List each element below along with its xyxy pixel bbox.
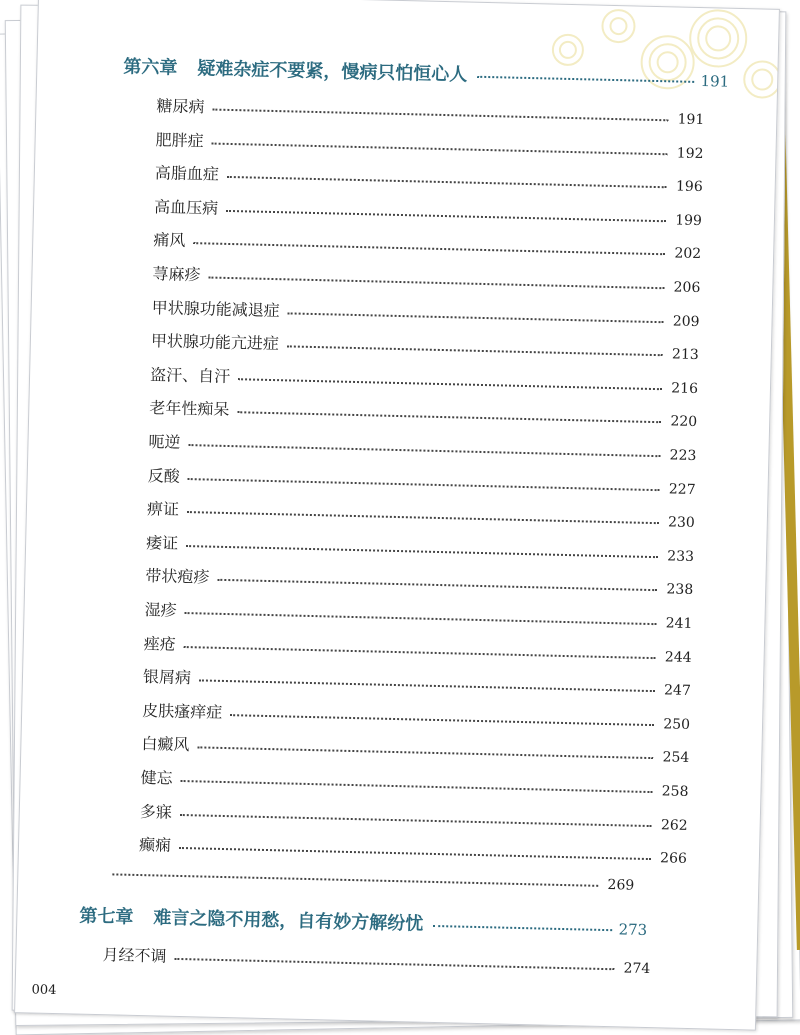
toc-entry[interactable] (140, 765, 688, 801)
chapter-title: 疑难杂症不要紧，慢病只怕恒心人 (197, 58, 468, 86)
toc-page (14, 0, 780, 1031)
toc-entry[interactable] (144, 631, 692, 667)
entry-title: 盗汗、自汗 (149, 364, 231, 386)
dot-leader (199, 680, 655, 693)
entry-title: 呃逆 (148, 432, 181, 452)
entry-page-number: 209 (672, 313, 700, 330)
chapter-heading[interactable] (79, 902, 647, 941)
entry-title: 带状疱疹 (145, 566, 210, 587)
dot-leader (180, 814, 652, 827)
entry-page-number: 233 (667, 548, 695, 565)
entry-page-number: 269 (607, 877, 635, 894)
entry-page-number: 247 (663, 682, 692, 700)
toc-entry[interactable] (151, 328, 699, 364)
toc-entry[interactable] (141, 731, 689, 767)
dot-leader (193, 243, 665, 256)
entry-title: 甲状腺功能减退症 (151, 297, 280, 320)
dot-leader (433, 925, 612, 931)
entry-title: 癫痫 (138, 835, 172, 855)
dot-leader (185, 612, 657, 625)
dot-leader (181, 780, 653, 793)
entry-title: 高脂血症 (154, 163, 220, 184)
entry-page-number: 250 (663, 716, 691, 733)
entry-page-number: 216 (671, 380, 699, 397)
toc-entry[interactable] (142, 698, 690, 734)
toc-entry[interactable] (143, 664, 691, 700)
entry-title: 湿疹 (144, 600, 177, 620)
dot-leader (186, 545, 658, 558)
dot-leader (184, 646, 656, 659)
chapter-number: 第六章 (123, 56, 178, 79)
dot-leader (174, 958, 614, 970)
entry-title: 反酸 (147, 465, 181, 486)
entry-title: 高血压病 (153, 196, 219, 218)
entry-page-number: 266 (659, 850, 688, 868)
toc-entry[interactable] (145, 563, 693, 599)
chapter-number: 第七章 (79, 905, 134, 928)
dot-leader (187, 511, 659, 524)
entry-title: 痤疮 (143, 633, 177, 654)
entry-page-number: 202 (674, 245, 702, 263)
toc-entry[interactable] (153, 228, 701, 264)
toc-entry[interactable] (139, 832, 687, 868)
entry-title: 皮肤瘙痒症 (142, 700, 223, 722)
dot-leader (212, 109, 668, 122)
dot-leader (237, 412, 661, 424)
toc-entry[interactable] (102, 942, 650, 978)
dot-leader (208, 276, 664, 289)
toc-entry[interactable] (146, 530, 694, 566)
entry-title: 痹证 (146, 499, 180, 520)
toc-entry[interactable] (154, 194, 702, 230)
entry-title: 痛风 (153, 230, 186, 251)
dot-leader (477, 76, 694, 83)
toc-entry[interactable] (152, 261, 700, 297)
toc-entry[interactable] (150, 362, 698, 398)
toc-entry[interactable] (155, 160, 703, 196)
entry-page-number: 241 (665, 615, 693, 632)
entry-page-number: 254 (662, 749, 690, 767)
entry-page-number: 230 (667, 514, 695, 532)
entry-page-number: 191 (677, 111, 705, 129)
dot-leader (197, 747, 653, 760)
dot-leader (217, 579, 657, 591)
toc-entry[interactable] (149, 396, 697, 432)
chapter-page-number: 273 (618, 920, 648, 940)
swirl-ornament-icon (417, 1, 779, 109)
dot-leader (188, 478, 660, 491)
entry-title: 甲状腺功能亢进症 (150, 331, 280, 354)
toc-entry[interactable] (151, 295, 699, 331)
dot-leader (288, 312, 664, 323)
entry-title: 多寐 (139, 801, 173, 822)
chapter-title: 难言之隐不用愁，自有妙方解纷忧 (153, 907, 424, 935)
entry-page-number: 196 (675, 178, 703, 196)
toc-entry[interactable] (148, 429, 696, 465)
dot-leader (112, 873, 598, 886)
dot-leader (212, 142, 668, 155)
dot-leader (238, 378, 662, 390)
toc-entry[interactable] (144, 597, 692, 633)
dot-leader (179, 847, 651, 860)
toc-entry[interactable] (155, 127, 703, 163)
dot-leader (227, 176, 667, 188)
entry-page-number: 220 (670, 413, 698, 431)
entry-page-number: 192 (676, 145, 704, 162)
entry-page-number: 238 (666, 581, 694, 599)
entry-page-number: 258 (661, 783, 689, 800)
entry-page-number: 244 (664, 648, 692, 666)
entry-title: 肥胖症 (155, 129, 204, 150)
entry-title: 糖尿病 (156, 96, 205, 117)
toc-entry[interactable] (147, 496, 695, 532)
entry-title: 银屑病 (142, 667, 192, 688)
dot-leader (230, 714, 654, 726)
chapter-page-number: 191 (700, 72, 730, 91)
entry-title: 荨麻疹 (152, 264, 201, 285)
entry-page-number: 223 (669, 447, 697, 465)
toc-entry[interactable] (140, 799, 688, 835)
entry-title: 月经不调 (102, 945, 167, 966)
entry-page-number: 274 (623, 960, 651, 978)
entry-title: 痿证 (145, 532, 179, 553)
toc-entry-continuation (104, 865, 634, 893)
entry-page-number: 213 (671, 346, 699, 364)
entry-page-number: 262 (660, 816, 688, 834)
entry-title: 白癜风 (141, 734, 190, 755)
entry-title: 健忘 (140, 768, 173, 788)
toc-entry[interactable] (148, 463, 696, 499)
entry-page-number: 227 (668, 480, 696, 498)
entry-page-number: 199 (675, 212, 703, 229)
dot-leader (188, 444, 660, 457)
dot-leader (287, 346, 663, 357)
entry-title: 老年性痴呆 (149, 398, 230, 420)
entry-page-number: 206 (673, 279, 701, 297)
dot-leader (226, 210, 666, 222)
page-folio: 004 (31, 982, 57, 999)
